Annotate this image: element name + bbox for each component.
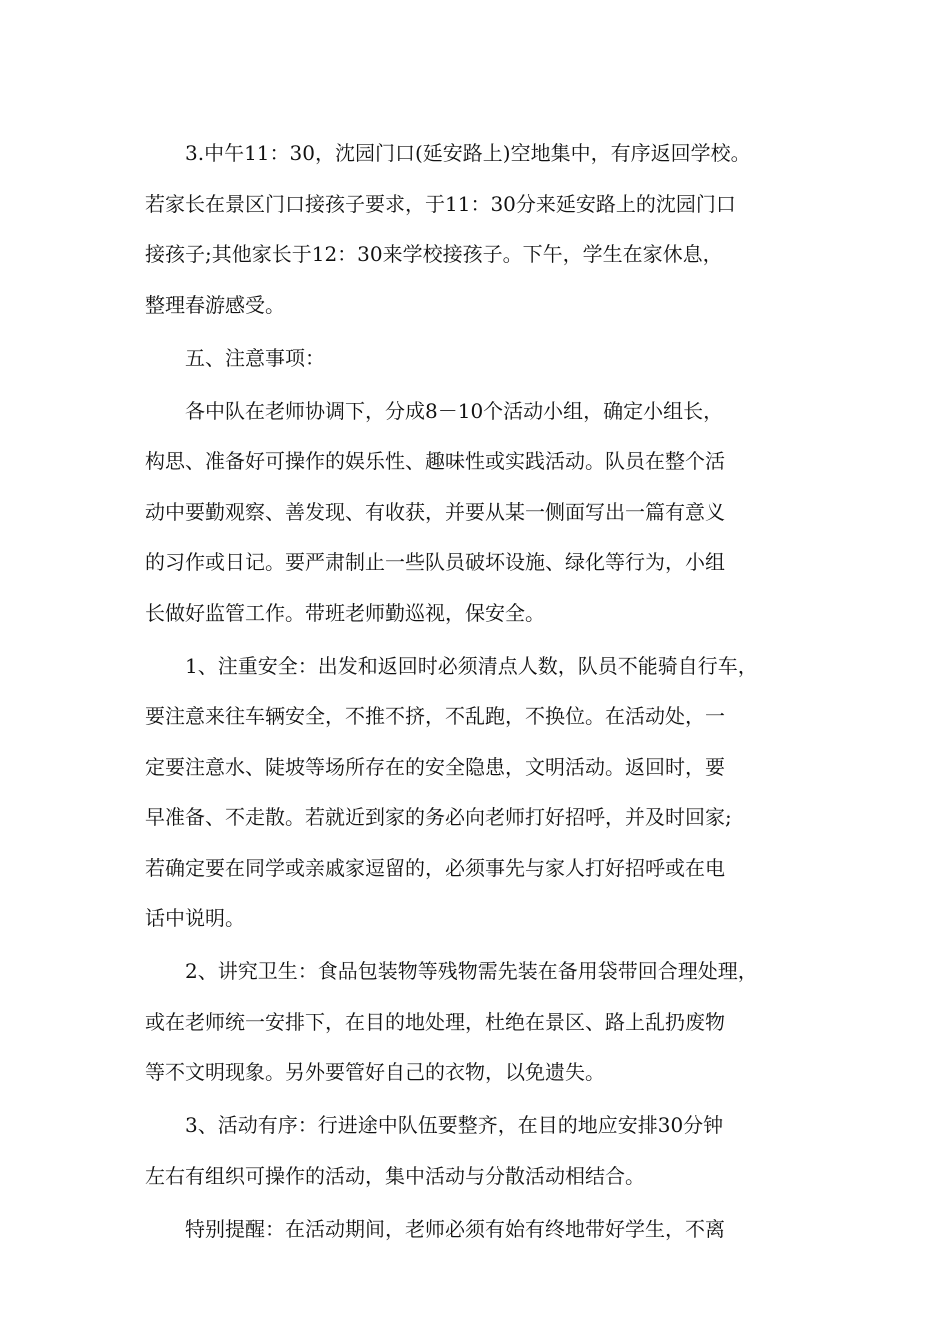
text-line: 或在老师统一安排下，在目的地处理，杜绝在景区、路上乱扔废物 [145,1009,725,1034]
paragraph-orderly-activity [145,1100,810,1201]
paragraph-safety [145,641,810,944]
text-line: 2、讲究卫生：食品包装物等残物需先装在备用袋带回合理处理， [185,959,758,983]
paragraph-special-reminder [145,1204,810,1255]
text-line: 等不文明现象。另外要管好自己的衣物，以免遗失。 [145,1060,605,1084]
text-line: 1、注重安全：出发和返回时必须清点人数，队员不能骑自行车， [185,653,758,678]
text-line: 若确定要在同学或亲戚家逗留的，必须事先与家人打好招呼或在电 [145,855,725,880]
text-line: 定要注意水、陡坡等场所存在的安全隐患，文明活动。返回时，要 [145,754,725,779]
text-line: 话中说明。 [145,906,245,930]
document-body [145,128,810,1257]
text-line: 五、注意事项： [185,345,325,370]
paragraph-hygiene [145,946,810,1098]
paragraph-activity-groups [145,386,810,639]
text-line: 若家长在景区门口接孩子要求，于11：30分来延安路上的沈园门口 [145,191,736,216]
text-line: 左右有组织可操作的活动，集中活动与分散活动相结合。 [145,1163,645,1188]
section-heading-notes [145,333,810,384]
text-line: 整理春游感受。 [145,292,285,317]
paragraph-return-schedule [145,128,810,330]
text-line: 动中要勤观察、善发现、有收获，并要从某一侧面写出一篇有意义 [145,499,725,524]
text-line: 各中队在老师协调下，分成8－10个活动小组，确定小组长， [185,398,724,423]
text-line: 构思、准备好可操作的娱乐性、趣味性或实践活动。队员在整个活 [145,449,725,473]
text-line: 特别提醒：在活动期间，老师必须有始有终地带好学生，不离 [185,1216,725,1241]
text-line: 3.中午11：30，沈园门口(延安路上)空地集中，有序返回学校。 [185,141,751,165]
text-line: 要注意来往车辆安全，不推不挤，不乱跑，不换位。在活动处，一 [145,704,725,728]
text-line: 长做好监管工作。带班老师勤巡视，保安全。 [145,600,545,625]
text-line: 3、活动有序：行进途中队伍要整齐，在目的地应安排30分钟 [185,1113,724,1137]
text-line: 早准备、不走散。若就近到家的务必向老师打好招呼，并及时回家; [145,805,732,829]
text-line: 的习作或日记。要严肃制止一些队员破坏设施、绿化等行为，小组 [145,550,725,574]
text-line: 接孩子;其他家长于12：30来学校接孩子。下午，学生在家休息， [145,242,723,266]
